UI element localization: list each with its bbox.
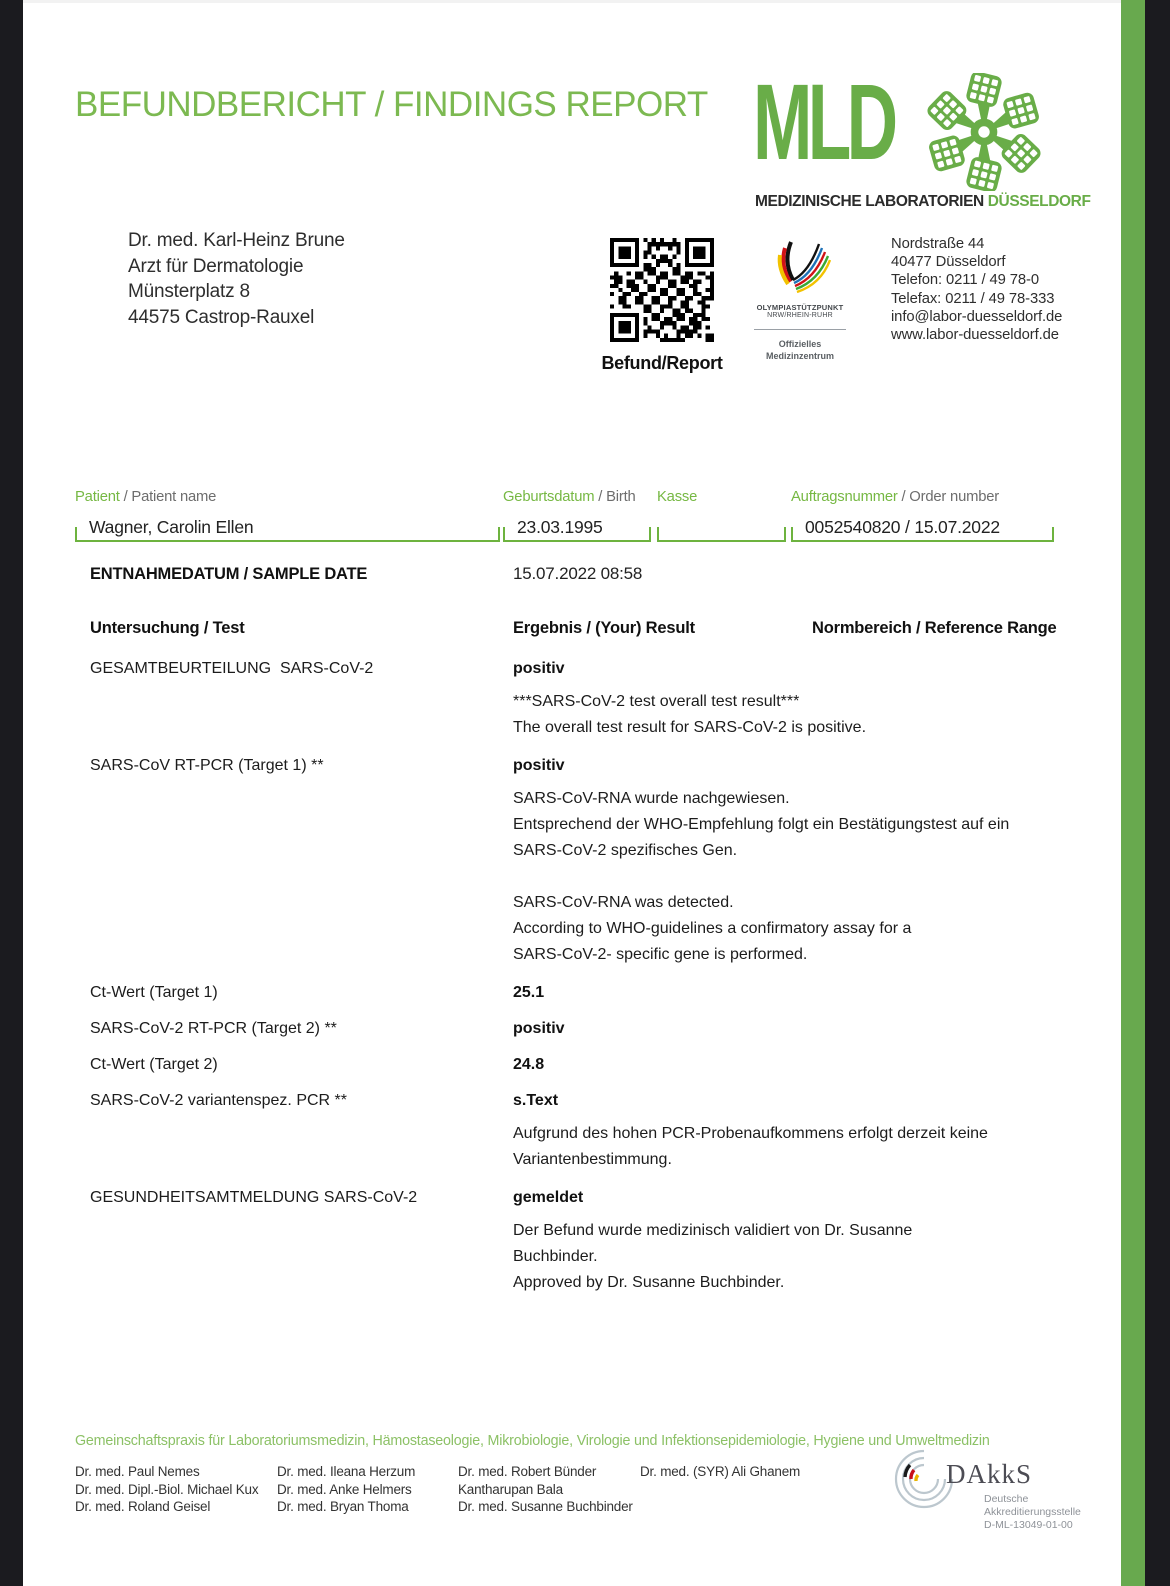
- qr-caption: Befund/Report: [601, 353, 723, 373]
- results-table: [90, 658, 1100, 1310]
- olympia-check-icon: [769, 238, 831, 296]
- contact-line: Nordstraße 44: [891, 236, 985, 252]
- field-label-en: / Order number: [897, 489, 1000, 505]
- osp-line3: Offizielles: [778, 339, 822, 349]
- table-row: [90, 982, 1100, 1004]
- mld-flower-icon: [925, 73, 1043, 196]
- sample-date-value: 15.07.2022 08:58: [513, 564, 643, 583]
- mld-logo-text: MLD: [753, 61, 894, 182]
- test-result: positiv: [513, 757, 565, 774]
- test-result: 25.1: [513, 984, 545, 1001]
- doctor-name: Kantharupan Bala: [458, 1481, 563, 1497]
- note-line: SARS-CoV-2 spezifisches Gen.: [513, 842, 738, 859]
- dakks-name: DAkkS: [946, 1459, 1033, 1489]
- contact-line: Telefax: 0211 / 49 78-333: [891, 290, 1055, 307]
- sample-date-label: ENTNAHMEDATUM / SAMPLE DATE: [90, 565, 368, 583]
- test-result: positiv: [513, 660, 565, 677]
- test-name: Ct-Wert (Target 2): [90, 1056, 218, 1073]
- test-name: GESAMTBEURTEILUNG SARS-CoV-2: [90, 660, 374, 677]
- qr-code: [610, 238, 714, 342]
- test-name: Ct-Wert (Target 1): [90, 984, 218, 1001]
- doctor-name: Dr. med. Susanne Buchbinder: [458, 1499, 633, 1514]
- page-title: BEFUNDBERICHT / FINDINGS REPORT: [75, 85, 708, 124]
- field-ordernumber: [791, 489, 1054, 542]
- qr-block: [598, 238, 726, 374]
- table-row: [90, 658, 1100, 741]
- tagline-black: MEDIZINISCHE LABORATORIEN: [755, 193, 988, 210]
- contact-line: Telefon: 0211 / 49 78-0: [891, 272, 1039, 289]
- sender-line: 44575 Castrop-Rauxel: [128, 306, 315, 328]
- test-result: positiv: [513, 1020, 565, 1037]
- test-name: SARS-CoV-2 variantenspez. PCR **: [90, 1092, 347, 1109]
- note-line: SARS-CoV-RNA was detected.: [513, 894, 734, 911]
- field-label-de: Patient: [75, 489, 120, 505]
- contact-email: info@labor-duesseldorf.de: [891, 308, 1063, 325]
- field-birthdate: [503, 489, 651, 542]
- note-line: Variantenbestimmung.: [513, 1151, 672, 1168]
- olympiastuetzpunkt-seal: [737, 238, 863, 362]
- mld-logo: [753, 61, 1091, 210]
- field-label-de: Geburtsdatum: [503, 489, 595, 505]
- patient-name-bracket: [75, 510, 500, 542]
- sender-line: Münsterplatz 8: [128, 281, 250, 302]
- contact-line: 40477 Düsseldorf: [891, 254, 1006, 271]
- note-line: Der Befund wurde medizinisch validiert von Dr. Susanne: [513, 1222, 913, 1239]
- test-result: gemeldet: [513, 1189, 584, 1206]
- note-line: Entsprechend der WHO-Empfehlung folgt ein Bestätigungstest auf ein: [513, 816, 1010, 833]
- table-row: [90, 755, 1100, 968]
- kasse-bracket: [657, 510, 786, 542]
- note-line: Approved by Dr. Susanne Buchbinder.: [513, 1274, 785, 1291]
- dakks-accreditation: [888, 1443, 1108, 1553]
- test-result: s.Text: [513, 1092, 559, 1109]
- sample-date-row: [90, 564, 1080, 584]
- table-row: [90, 1090, 1100, 1173]
- birthdate-bracket: [503, 510, 651, 542]
- report-page: [23, 0, 1121, 1586]
- note-line: The overall test result for SARS-CoV-2 is positive.: [513, 719, 867, 736]
- osp-line2: NRW/RHEIN-RUHR: [767, 312, 833, 319]
- test-result: 24.8: [513, 1056, 545, 1073]
- table-row: [90, 1187, 1100, 1296]
- birthdate-value: 23.03.1995: [517, 517, 603, 537]
- contact-website: www.labor-duesseldorf.de: [891, 327, 1059, 344]
- table-row: [90, 1054, 1100, 1076]
- patient-name-value: Wagner, Carolin Ellen: [89, 517, 254, 537]
- field-label-en: / Birth: [594, 489, 636, 505]
- note-line: ***SARS-CoV-2 test overall test result***: [513, 693, 800, 710]
- tagline-green: DÜSSELDORF: [987, 193, 1091, 210]
- note-line: Buchbinder.: [513, 1248, 598, 1265]
- ordernumber-value: 0052540820 / 15.07.2022: [805, 517, 1000, 537]
- field-kasse: [657, 489, 786, 542]
- practice-description: Gemeinschaftspraxis für Laboratoriumsmedizin, Hämostaseologie, Mikrobiologie, Virologie und Infektionsepidemiologie, Hygiene und Umweltmedizin: [75, 1433, 990, 1449]
- doctor-column: [277, 1463, 415, 1516]
- note-line: Aufgrund des hohen PCR-Probenaufkommens erfolgt derzeit keine: [513, 1125, 988, 1142]
- doctor-column: [458, 1463, 633, 1516]
- doctor-name: Dr. med. Anke Helmers: [277, 1481, 412, 1497]
- field-label-en: / Patient name: [119, 489, 217, 505]
- green-edge-stripe: [1121, 0, 1145, 1586]
- field-label-de: Kasse: [657, 489, 698, 505]
- note-line: According to WHO-guidelines a confirmatory assay for a: [513, 920, 912, 937]
- field-patient: [75, 489, 500, 542]
- sender-line: Dr. med. Karl-Heinz Brune: [128, 230, 345, 251]
- ordernumber-bracket: [791, 510, 1054, 542]
- dakks-line: Akkreditierungsstelle: [984, 1506, 1081, 1518]
- doctor-column: [640, 1463, 800, 1481]
- doctor-name: Dr. med. Roland Geisel: [75, 1499, 211, 1514]
- test-name: SARS-CoV-2 RT-PCR (Target 2) **: [90, 1020, 337, 1037]
- doctor-name: Dr. med. Dipl.-Biol. Michael Kux: [75, 1481, 259, 1497]
- doctor-name: Dr. med. (SYR) Ali Ghanem: [640, 1464, 801, 1479]
- header-test: Untersuchung / Test: [90, 619, 245, 637]
- dakks-subtext: [984, 1493, 1081, 1532]
- osp-line1: OLYMPIASTÜTZPUNKT: [756, 303, 844, 312]
- test-name: GESUNDHEITSAMTMELDUNG SARS-CoV-2: [90, 1189, 418, 1206]
- doctor-name: Dr. med. Paul Nemes: [75, 1464, 200, 1479]
- mld-tagline: [755, 193, 1091, 211]
- doctor-name: Dr. med. Robert Bünder: [458, 1464, 597, 1479]
- dakks-line: Deutsche: [984, 1493, 1029, 1505]
- note-line: SARS-CoV-2- specific gene is performed.: [513, 946, 808, 963]
- osp-line4: Medizinzentrum: [765, 351, 834, 361]
- header-result: Ergebnis / (Your) Result: [513, 619, 695, 637]
- dakks-line: D-ML-13049-01-00: [984, 1519, 1073, 1531]
- test-name: SARS-CoV RT-PCR (Target 1) **: [90, 757, 324, 774]
- field-label-de: Auftragsnummer: [791, 489, 898, 505]
- doctor-name: Dr. med. Ileana Herzum: [277, 1464, 416, 1479]
- header-reference: Normbereich / Reference Range: [812, 619, 1057, 637]
- sender-line: Arzt für Dermatologie: [128, 255, 304, 277]
- lab-contact: [891, 235, 1062, 344]
- sender-address: [128, 228, 345, 330]
- doctor-name: Dr. med. Bryan Thoma: [277, 1499, 409, 1514]
- table-row: [90, 1018, 1100, 1040]
- osp-divider: [754, 329, 846, 330]
- doctor-column: [75, 1463, 258, 1516]
- note-line: SARS-CoV-RNA wurde nachgewiesen.: [513, 790, 790, 807]
- note-line: [513, 864, 1100, 890]
